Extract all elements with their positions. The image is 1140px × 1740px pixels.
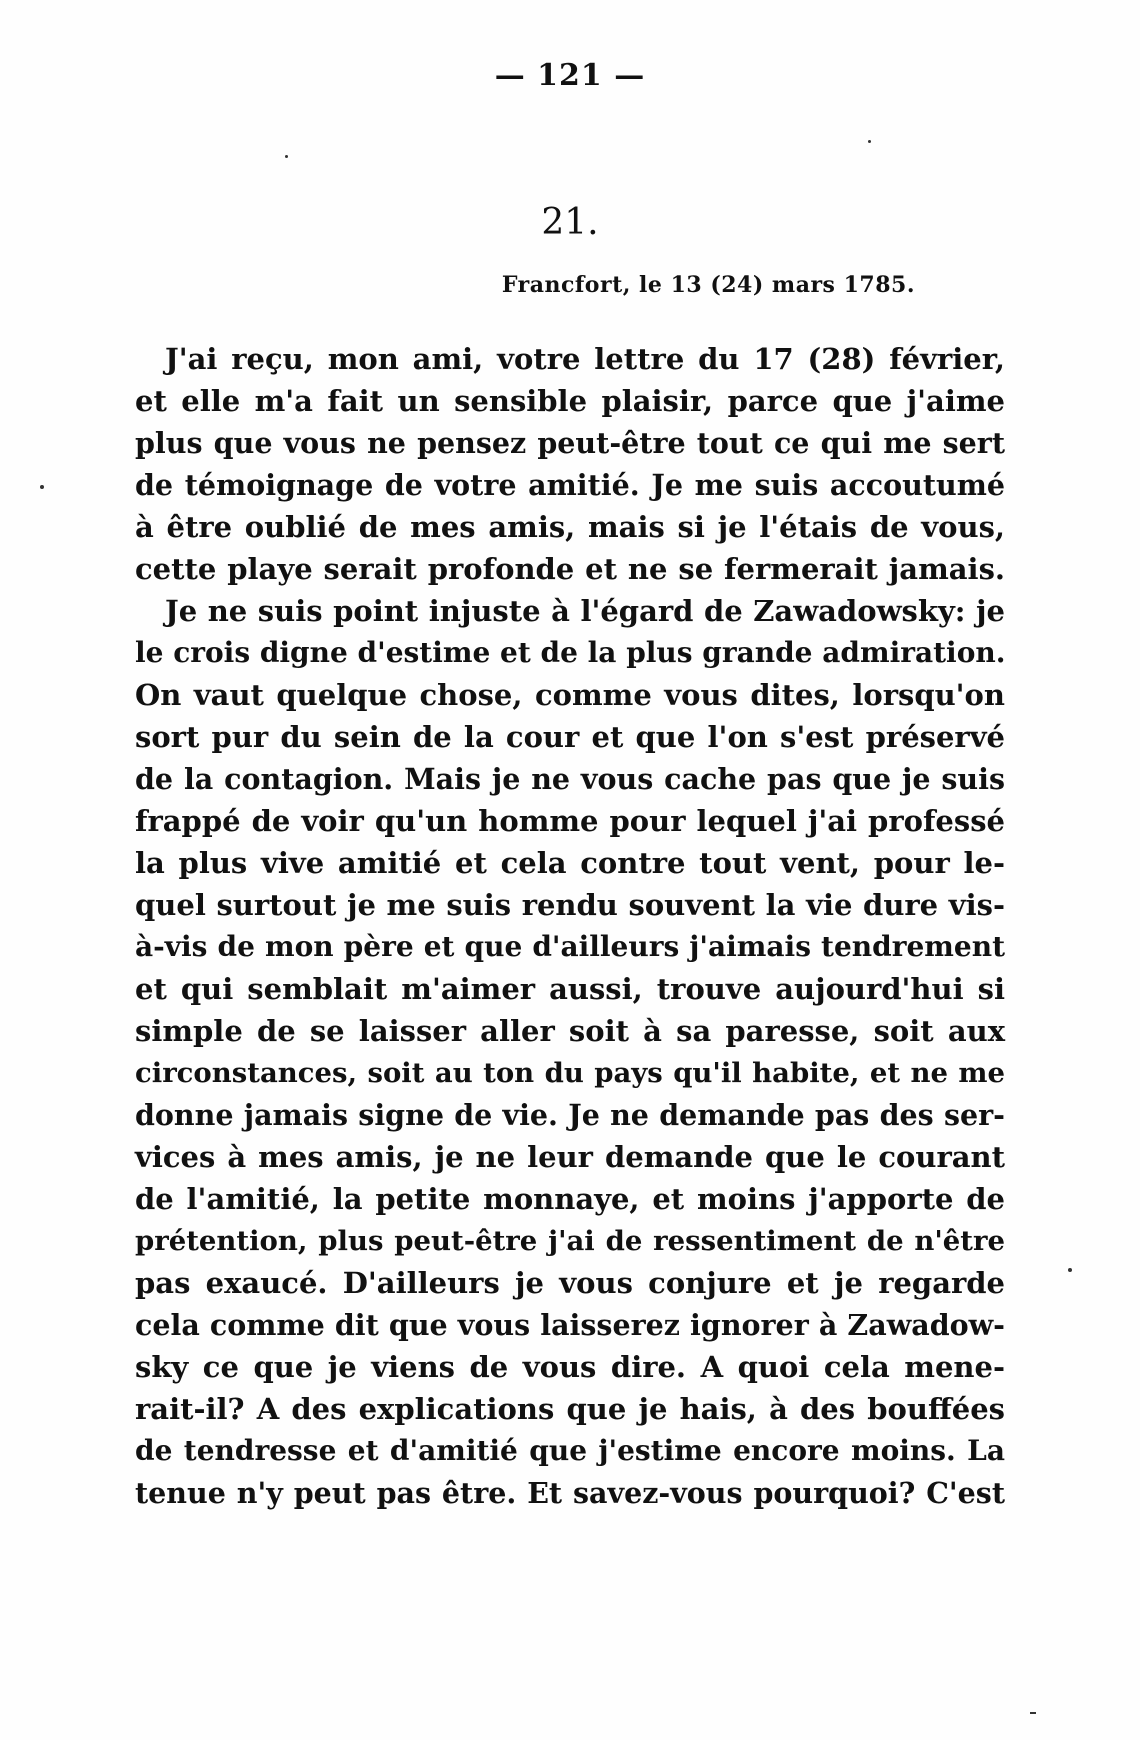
body-line: circonstances, soit au ton du pays qu'il habite, et ne me: [135, 1057, 1005, 1089]
body-line: à être oublié de mes amis, mais si je l'étais de vous,: [135, 510, 1005, 544]
body-line: plus que vous ne pensez peut-être tout ce qui me sert: [135, 426, 1005, 460]
body-line: la plus vive amitié et cela contre tout vent, pour le-: [135, 846, 1005, 880]
body-line: de témoignage de votre amitié. Je me suis accoutumé: [135, 468, 1005, 502]
body-line: quel surtout je me suis rendu souvent la vie dure vis-: [135, 888, 1005, 922]
body-line: tenue n'y peut pas être. Et savez-vous pourquoi? C'est: [135, 1476, 1005, 1510]
body-line: cette playe serait profonde et ne se fermerait jamais.: [135, 552, 1005, 586]
scan-speck: [285, 155, 288, 158]
body-line: cela comme dit que vous laisserez ignorer à Zawadow-: [135, 1308, 1005, 1342]
body-line: et elle m'a fait un sensible plaisir, parce que j'aime: [135, 384, 1005, 418]
scan-speck: [868, 140, 871, 143]
body-line: sort pur du sein de la cour et que l'on s'est préservé: [135, 720, 1005, 754]
body-line: Je ne suis point injuste à l'égard de Zawadowsky: je: [165, 594, 1005, 628]
body-line: J'ai reçu, mon ami, votre lettre du 17 (28) février,: [165, 342, 1005, 376]
body-line: le crois digne d'estime et de la plus grande admiration.: [135, 636, 1006, 669]
letter-dateline: Francfort, le 13 (24) mars 1785.: [501, 272, 915, 298]
scan-speck: [1068, 1268, 1072, 1272]
body-line: rait-il? A des explications que je hais, à des bouffées: [135, 1392, 1005, 1426]
body-line: donne jamais signe de vie. Je ne demande pas des ser-: [135, 1098, 1005, 1132]
body-line: prétention, plus peut-être j'ai de ressentiment de n'être: [135, 1225, 1005, 1257]
body-line: et qui semblait m'aimer aussi, trouve aujourd'hui si: [135, 972, 1005, 1006]
body-line: de la contagion. Mais je ne vous cache pas que je suis: [135, 762, 1005, 796]
letter-body: [135, 338, 1005, 1514]
body-line: à-vis de mon père et que d'ailleurs j'aimais tendrement: [135, 930, 1005, 963]
body-line: simple de se laisser aller soit à sa paresse, soit aux: [135, 1014, 1005, 1048]
scan-speck: [1030, 1712, 1036, 1714]
body-line: sky ce que je viens de vous dire. A quoi cela mene-: [135, 1350, 1005, 1384]
body-line: vices à mes amis, je ne leur demande que le courant: [135, 1140, 1005, 1174]
body-line: pas exaucé. D'ailleurs je vous conjure et je regarde: [135, 1266, 1005, 1300]
letter-number: 21.: [541, 202, 599, 243]
body-line: de l'amitié, la petite monnaye, et moins j'apporte de: [135, 1182, 1005, 1216]
page-number: — 121 —: [494, 58, 646, 93]
body-line: de tendresse et d'amitié que j'estime encore moins. La: [135, 1434, 1005, 1467]
body-line: frappé de voir qu'un homme pour lequel j'ai professé: [135, 804, 1005, 838]
body-line: On vaut quelque chose, comme vous dites, lorsqu'on: [135, 678, 1005, 712]
scan-speck: [40, 485, 44, 489]
